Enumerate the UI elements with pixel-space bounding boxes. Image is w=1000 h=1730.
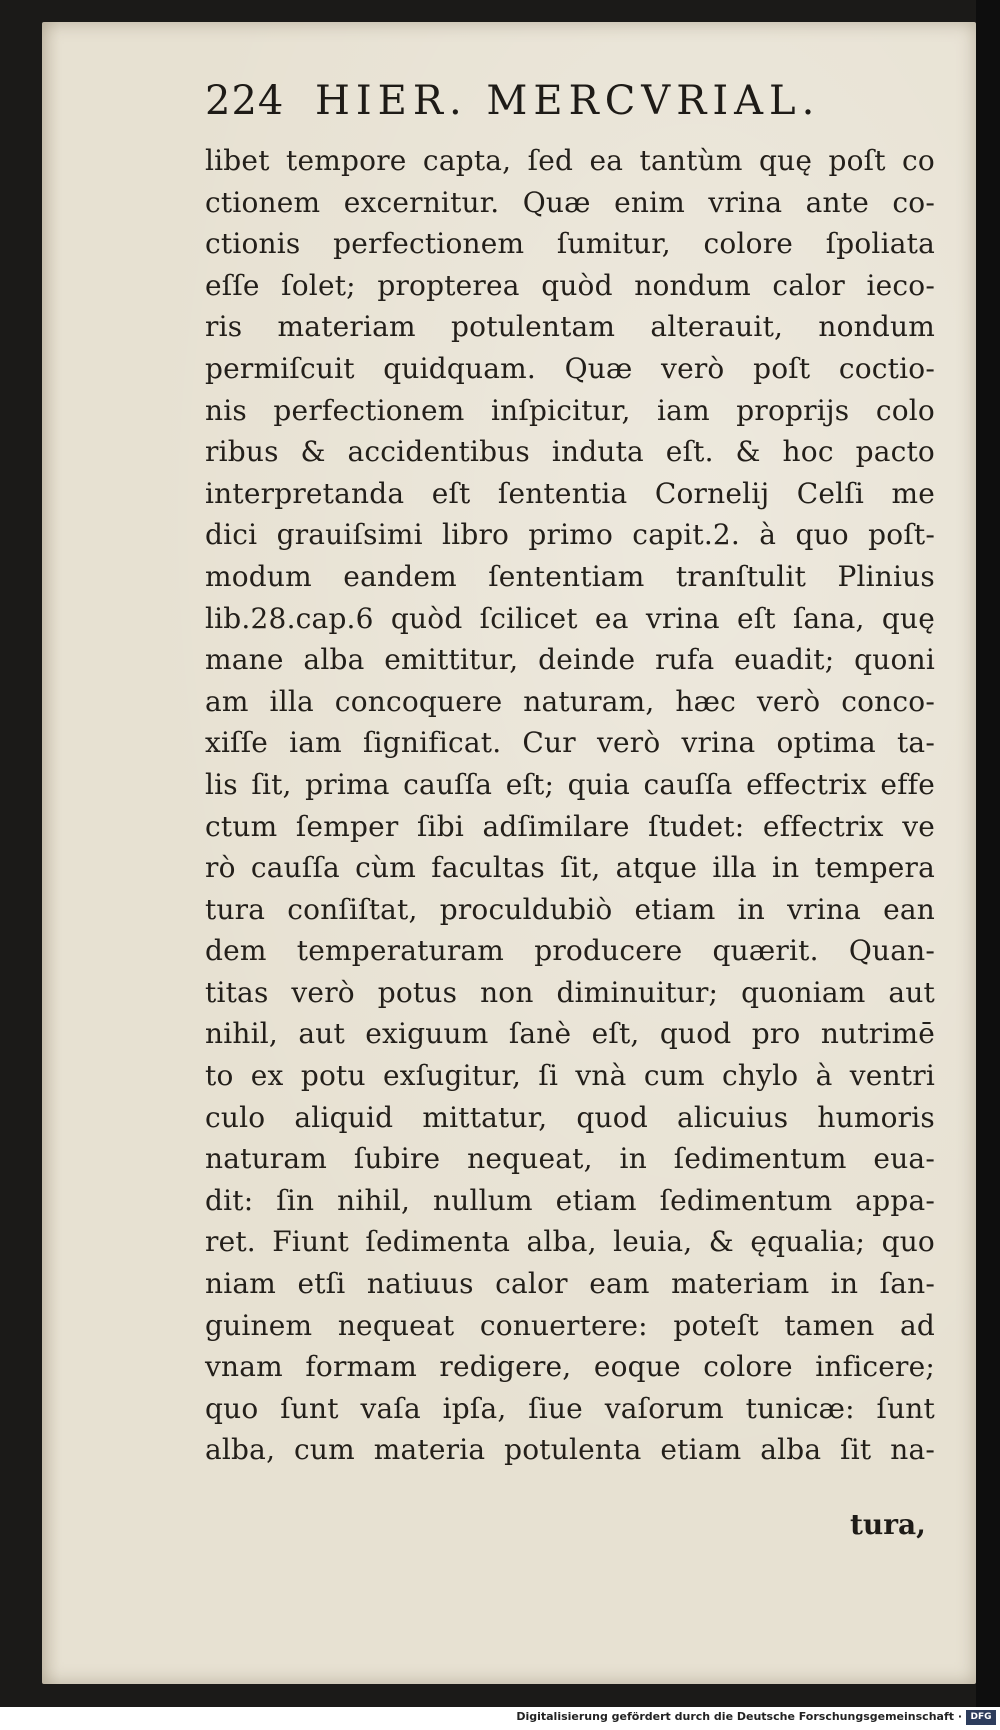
text-line: mane alba emittitur, deinde rufa euadit; quoni xyxy=(205,643,935,677)
text-line: nis perfectionem inſpicitur, iam proprijs colo xyxy=(205,393,935,427)
text-line: titas verò potus non diminuitur; quoniam aut xyxy=(205,975,935,1009)
footer-credit: Digitalisierung gefördert durch die Deutsche Forschungsgemeinschaft · xyxy=(516,1710,962,1723)
text-line: guinem nequeat conuertere: poteſt tamen ad xyxy=(205,1308,935,1342)
text-line: lib.28.cap.6 quòd ſcilicet ea vrina eſt ſana, quę xyxy=(205,601,935,635)
text-line: ris materiam potulentam alterauit, nondum xyxy=(205,310,935,344)
text-line: tura conſiſtat, proculdubiò etiam in vrina ean xyxy=(205,892,935,926)
text-line: culo aliquid mittatur, quod alicuius humoris xyxy=(205,1100,935,1134)
text-line: nihil, aut exiguum ſanè eſt, quod pro nutrimē xyxy=(205,1017,935,1051)
text-line: eſſe ſolet; propterea quòd nondum calor ieco- xyxy=(205,268,935,302)
text-line: xiſſe iam ſignificat. Cur verò vrina optima ta- xyxy=(205,726,935,760)
text-line: ctionis perfectionem ſumitur, colore ſpoliata xyxy=(205,227,935,261)
text-line: alba, cum materia potulenta etiam alba ſit na- xyxy=(205,1433,935,1467)
text-line: naturam ſubire nequeat, in ſedimentum eua- xyxy=(205,1142,935,1176)
text-line: vnam formam redigere, eoque colore inficere; xyxy=(205,1350,935,1384)
text-line: ctum ſemper ſibi adſimilare ſtudet: effectrix ve xyxy=(205,809,935,843)
running-head-title: HIER. MERCVRIAL. xyxy=(315,78,821,124)
text-line: dem temperaturam producere quærit. Quan- xyxy=(205,934,935,968)
text-line: lis ſit, prima cauſſa eſt; quia cauſſa effectrix effe xyxy=(205,767,935,801)
catchword: tura, xyxy=(850,1508,926,1541)
text-line: ribus & accidentibus induta eſt. & hoc pacto xyxy=(205,435,935,469)
text-line: interpretanda eſt ſententia Cornelij Celſi me xyxy=(205,476,935,510)
text-line: to ex potu exſugitur, ſi vnà cum chylo à ventri xyxy=(205,1059,935,1093)
text-line: modum eandem ſententiam tranſtulit Plinius xyxy=(205,559,935,593)
running-head xyxy=(205,78,865,126)
text-line: quo ſunt vaſa ipſa, ſiue vaſorum tunicæ: ſunt xyxy=(205,1391,935,1425)
text-line: ret. Fiunt ſedimenta alba, leuia, & ęqualia; quo xyxy=(205,1225,935,1259)
body-text xyxy=(205,140,935,1471)
text-line: dici grauiſsimi libro primo capit.2. à quo poſt- xyxy=(205,518,935,552)
text-line: dit: ſin nihil, nullum etiam ſedimentum appa- xyxy=(205,1183,935,1217)
text-line: permiſcuit quidquam. Quæ verò poſt coctio- xyxy=(205,351,935,385)
text-line: libet tempore capta, ſed ea tantùm quę poſt co xyxy=(205,144,935,177)
text-line: ctionem excernitur. Quæ enim vrina ante co- xyxy=(205,185,935,219)
page-number: 224 xyxy=(205,78,285,124)
text-line: rò cauſſa cùm facultas ſit, atque illa in tempera xyxy=(205,851,935,885)
binding-edge xyxy=(976,0,1000,1707)
text-line: am illa concoquere naturam, hæc verò conco- xyxy=(205,684,935,718)
text-line: niam etſi natiuus calor eam materiam in ſan- xyxy=(205,1267,935,1301)
digitization-footer xyxy=(0,1707,1000,1730)
dfg-logo: DFG xyxy=(966,1710,996,1725)
